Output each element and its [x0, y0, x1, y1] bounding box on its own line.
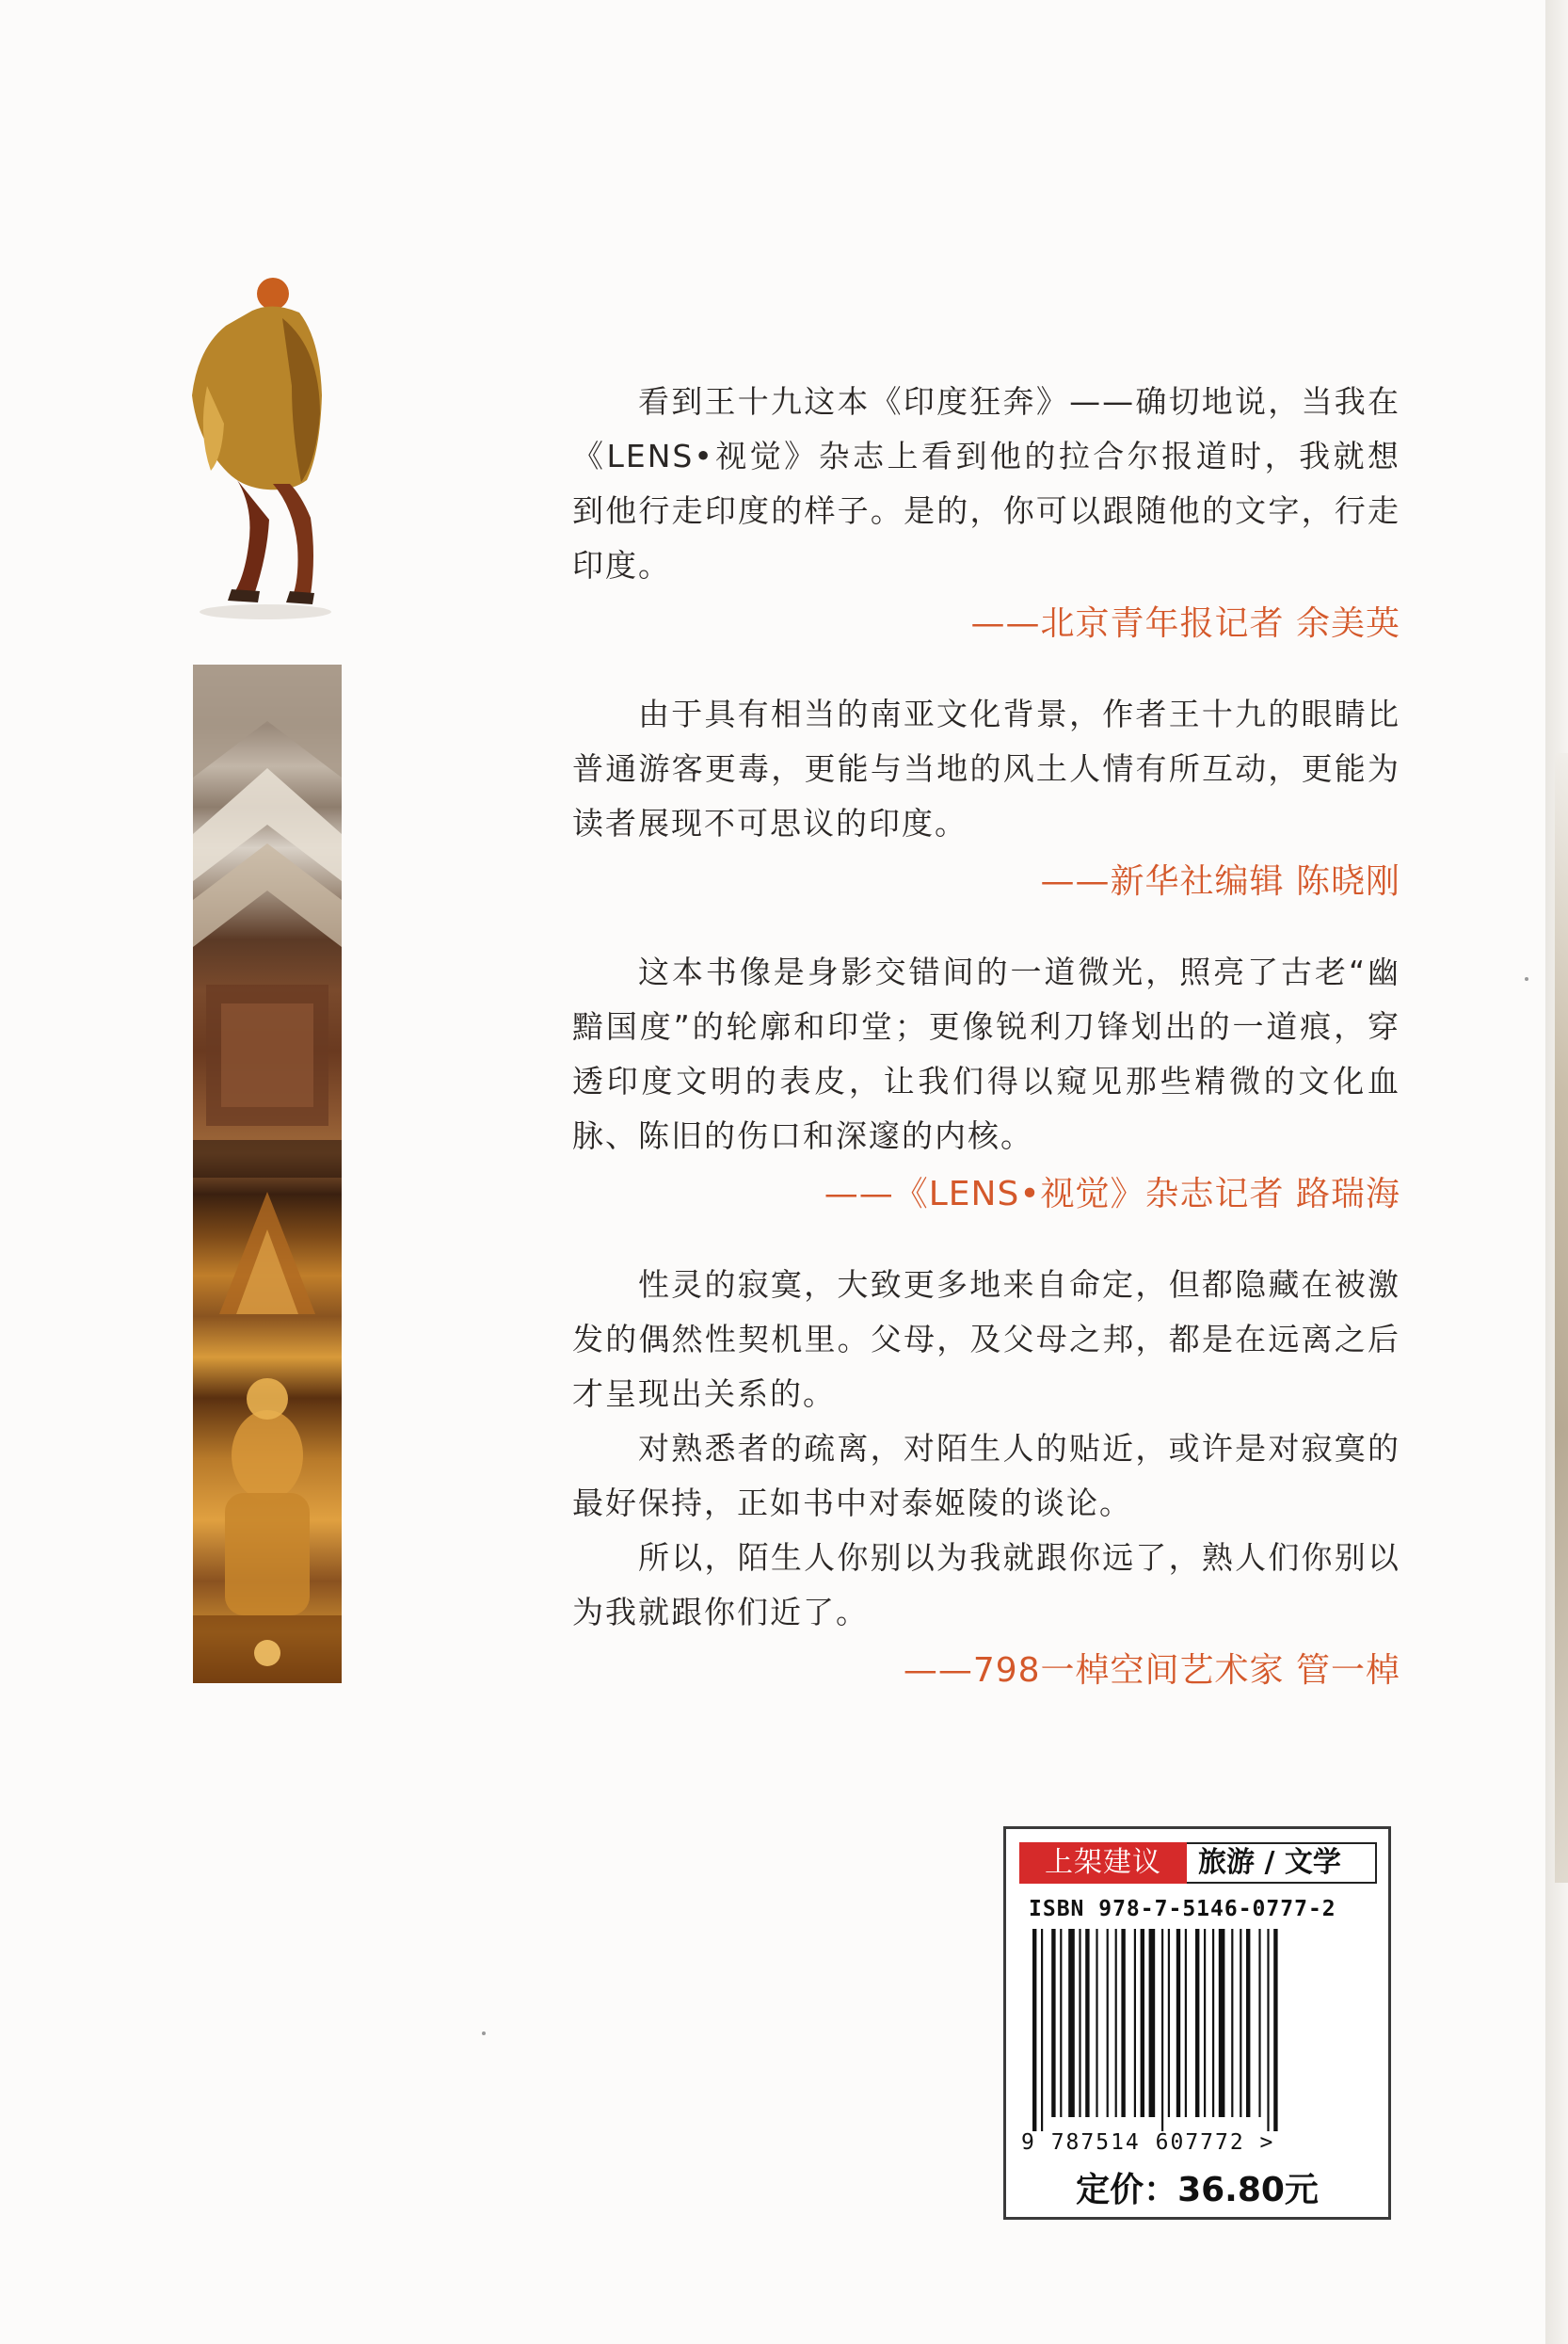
shelf-suggestion-value: 旅游 / 文学	[1187, 1842, 1377, 1884]
barcode-bar	[1149, 1929, 1156, 2117]
speck	[1525, 977, 1528, 981]
barcode-bar	[1121, 1929, 1125, 2117]
shelf-suggestion	[1019, 1842, 1377, 1884]
speck	[482, 2031, 486, 2035]
quote-attribution: ——798一棹空间艺术家 管一棹	[903, 1651, 1400, 1690]
barcode-bar	[1212, 1929, 1214, 2117]
review-quotes	[572, 375, 1400, 1734]
barcode-bar	[1096, 1929, 1097, 2117]
barcode-bar	[1246, 1929, 1250, 2117]
barcode-bar	[1041, 1929, 1043, 2131]
barcode-bar	[1273, 1929, 1277, 2131]
barcode-bar	[1231, 1929, 1233, 2117]
barcode-bar	[1134, 1929, 1136, 2117]
barcode-box	[1003, 1826, 1391, 2220]
quote-paragraph: 看到王十九这本《印度狂奔》——确切地说，当我在《LENS•视觉》杂志上看到他的拉合尔报道时，我就想到他行走印度的样子。是的，你可以跟随他的文字，行走印度。	[572, 383, 1400, 584]
quote-attribution: ——《LENS•视觉》杂志记者 路瑞海	[824, 1175, 1400, 1213]
temple-photo-strip	[193, 665, 342, 1683]
quote-paragraph: 由于具有相当的南亚文化背景，作者王十九的眼睛比普通游客更毒，更能与当地的风土人情有所互动，更能为读者展现不可思议的印度。	[572, 696, 1400, 842]
barcode-bar	[1161, 1929, 1163, 2131]
barcode-bar	[1051, 1929, 1055, 2117]
barcode-bar	[1195, 1929, 1199, 2117]
barcode-bar	[1267, 1929, 1269, 2131]
shelf-suggestion-label: 上架建议	[1019, 1842, 1187, 1884]
barcode-bar	[1115, 1929, 1117, 2117]
quote-attribution: ——北京青年报记者 余美英	[970, 604, 1400, 643]
quote-paragraph: 所以，陌生人你别以为我就跟你远了，熟人们你别以为我就跟你们近了。	[572, 1539, 1400, 1630]
quote-paragraph: 这本书像是身影交错间的一道微光，照亮了古老“幽黯国度”的轮廓和印堂；更像锐利刀锋划出的一道痕，穿透印度文明的表皮，让我们得以窥见那些精微的文化血脉、陈旧的伤口和深邃的内核。	[572, 954, 1400, 1154]
barcode-bar	[1107, 1929, 1109, 2117]
barcode-bar	[1240, 1929, 1241, 2117]
barcode-bar	[1219, 1929, 1225, 2117]
barcode-image	[1032, 1929, 1362, 2131]
quote-block	[572, 375, 1400, 651]
barcode-bar	[1079, 1929, 1080, 2117]
barcode-bar	[1068, 1929, 1075, 2117]
quote-attribution: ——新华社编辑 陈晓刚	[1040, 862, 1400, 901]
spine-photo-edge	[1555, 753, 1568, 1883]
barcode-bar	[1176, 1929, 1180, 2117]
barcode-bar	[1258, 1929, 1260, 2117]
barcode-bar	[1085, 1929, 1089, 2117]
barcode-bar	[1141, 1929, 1144, 2117]
barcode-bar	[1204, 1929, 1206, 2117]
quote-block	[572, 687, 1400, 909]
quote-paragraph: 性灵的寂寞，大致更多地来自命定，但都隐藏在被激发的偶然性契机里。父母，及父母之邦，都是在远离之后才呈现出关系的。	[572, 1266, 1400, 1412]
quote-paragraph: 对熟悉者的疏离，对陌生人的贴近，或许是对寂寞的最好保持，正如书中对泰姬陵的谈论。	[572, 1430, 1400, 1521]
barcode-digits: 9 787514 607772 >	[1021, 2130, 1275, 2155]
walking-monk-image	[179, 273, 358, 621]
price: 定价：36.80元	[1076, 2171, 1319, 2209]
barcode-bar	[1185, 1929, 1187, 2117]
quote-block	[572, 945, 1400, 1222]
barcode-bar	[1168, 1929, 1170, 2117]
barcode-bar	[1060, 1929, 1062, 2117]
isbn-text: ISBN 978-7-5146-0777-2	[1029, 1897, 1336, 1921]
barcode-bar	[1032, 1929, 1036, 2131]
quote-block	[572, 1258, 1400, 1698]
